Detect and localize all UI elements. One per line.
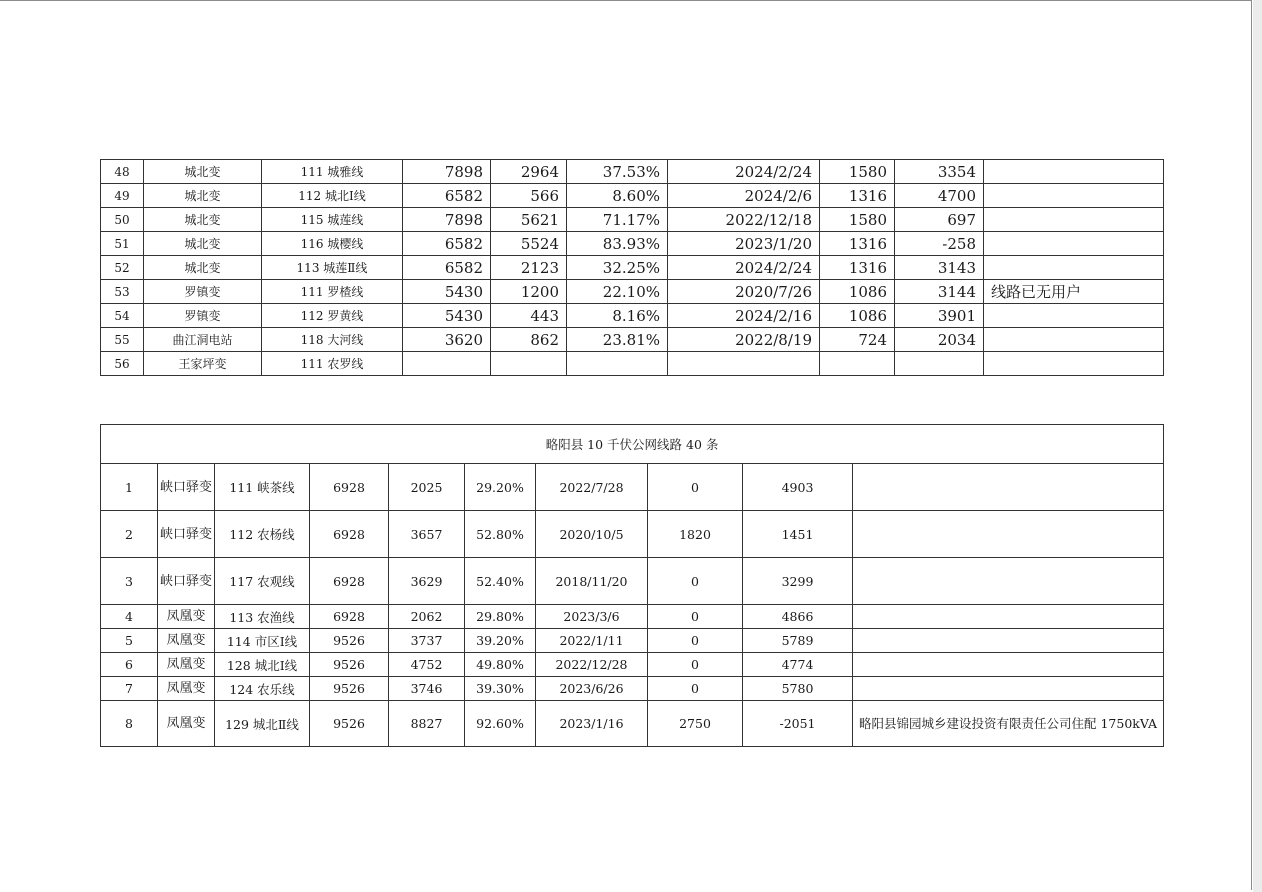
value-3-cell: 1086 [820,280,895,304]
peak-date-cell: 2023/6/26 [536,677,648,701]
substation-name-cell: 凤凰变 [158,605,215,629]
table-row [101,304,1164,328]
line-name-cell: 112 城北Ⅰ线 [262,184,403,208]
value-2-cell: 3746 [389,677,465,701]
row-number-cell: 56 [101,352,144,376]
table-row [101,605,1164,629]
peak-date-cell: 2023/1/20 [668,232,820,256]
value-4-cell: 3901 [895,304,984,328]
row-number-cell: 55 [101,328,144,352]
value-1-cell: 6928 [310,605,389,629]
value-2-cell: 3737 [389,629,465,653]
line-name-cell: 124 农乐线 [215,677,310,701]
table-row [101,256,1164,280]
remark-cell [853,605,1164,629]
value-2-cell: 566 [491,184,567,208]
value-4-cell: 1451 [743,511,853,558]
value-3-cell: 1580 [820,208,895,232]
load-rate-cell: 8.16% [567,304,668,328]
row-number-cell: 8 [101,701,158,747]
table-row [101,352,1164,376]
load-rate-cell: 71.17% [567,208,668,232]
substation-name-cell: 凤凰变 [158,677,215,701]
value-3-cell: 1316 [820,256,895,280]
value-4-cell: 4903 [743,464,853,511]
load-rate-cell: 49.80% [465,653,536,677]
line-name-cell: 112 农杨线 [215,511,310,558]
peak-date-cell: 2024/2/24 [668,160,820,184]
peak-date-cell: 2024/2/16 [668,304,820,328]
table-row [101,701,1164,747]
table-row [101,653,1164,677]
row-number-cell: 53 [101,280,144,304]
value-1-cell: 6582 [403,256,491,280]
value-4-cell: 3143 [895,256,984,280]
remark-cell [984,256,1164,280]
value-3-cell [820,352,895,376]
remark-cell [984,184,1164,208]
line-name-cell: 113 农渔线 [215,605,310,629]
value-2-cell: 3657 [389,511,465,558]
value-1-cell: 9526 [310,629,389,653]
remark-cell [853,558,1164,605]
value-1-cell: 6928 [310,558,389,605]
line-name-cell: 118 大河线 [262,328,403,352]
table-row [101,160,1164,184]
value-2-cell: 1200 [491,280,567,304]
line-name-cell: 129 城北Ⅱ线 [215,701,310,747]
value-4-cell: 2034 [895,328,984,352]
value-2-cell: 2062 [389,605,465,629]
value-1-cell: 6582 [403,184,491,208]
table-row [101,232,1164,256]
value-3-cell: 1820 [648,511,743,558]
table-row [101,328,1164,352]
value-4-cell [895,352,984,376]
value-4-cell: -2051 [743,701,853,747]
load-rate-cell: 52.40% [465,558,536,605]
value-3-cell: 2750 [648,701,743,747]
value-1-cell: 6928 [310,464,389,511]
value-2-cell: 4752 [389,653,465,677]
remark-cell [984,328,1164,352]
peak-date-cell: 2022/12/28 [536,653,648,677]
value-4-cell: 4866 [743,605,853,629]
value-1-cell: 5430 [403,280,491,304]
value-1-cell: 9526 [310,677,389,701]
remark-cell [853,464,1164,511]
remark-cell: 线路已无用户 [984,280,1164,304]
value-4-cell: 697 [895,208,984,232]
substation-name-cell: 凤凰变 [158,629,215,653]
peak-date-cell: 2024/2/6 [668,184,820,208]
line-name-cell: 111 罗楂线 [262,280,403,304]
load-rate-cell: 37.53% [567,160,668,184]
peak-date-cell: 2022/8/19 [668,328,820,352]
load-rate-cell: 22.10% [567,280,668,304]
row-number-cell: 54 [101,304,144,328]
value-3-cell: 1580 [820,160,895,184]
value-1-cell: 7898 [403,160,491,184]
remark-cell [853,511,1164,558]
value-4-cell: -258 [895,232,984,256]
peak-date-cell: 2022/1/11 [536,629,648,653]
load-rate-cell: 32.25% [567,256,668,280]
value-1-cell: 6928 [310,511,389,558]
load-rate-cell: 29.20% [465,464,536,511]
substation-name-cell: 峡口驿变 [158,511,215,558]
substation-name-cell: 凤凰变 [158,701,215,747]
peak-date-cell: 2022/7/28 [536,464,648,511]
substation-name-cell: 城北变 [144,232,262,256]
value-1-cell: 3620 [403,328,491,352]
row-number-cell: 2 [101,511,158,558]
peak-date-cell [668,352,820,376]
remark-cell [984,160,1164,184]
table-title: 略阳县 10 千伏公网线路 40 条 [101,425,1164,464]
value-2-cell: 5524 [491,232,567,256]
row-number-cell: 7 [101,677,158,701]
substation-name-cell: 罗镇变 [144,304,262,328]
value-1-cell: 5430 [403,304,491,328]
peak-date-cell: 2023/1/16 [536,701,648,747]
table-title-row [101,425,1164,464]
remark-cell [984,208,1164,232]
value-2-cell: 443 [491,304,567,328]
value-4-cell: 5780 [743,677,853,701]
table-row [101,184,1164,208]
value-2-cell: 8827 [389,701,465,747]
line-name-cell: 116 城樱线 [262,232,403,256]
value-3-cell: 0 [648,605,743,629]
line-name-cell: 114 市区Ⅰ线 [215,629,310,653]
peak-date-cell: 2022/12/18 [668,208,820,232]
table-row [101,511,1164,558]
value-4-cell: 4700 [895,184,984,208]
value-3-cell: 0 [648,653,743,677]
value-4-cell: 4774 [743,653,853,677]
line-name-cell: 128 城北Ⅰ线 [215,653,310,677]
peak-date-cell: 2020/7/26 [668,280,820,304]
line-name-cell: 111 农罗线 [262,352,403,376]
value-2-cell: 5621 [491,208,567,232]
substation-name-cell: 城北变 [144,160,262,184]
value-4-cell: 3299 [743,558,853,605]
remark-cell [984,232,1164,256]
load-rate-cell: 52.80% [465,511,536,558]
value-3-cell: 0 [648,677,743,701]
table-row [101,677,1164,701]
table-row [101,208,1164,232]
substation-name-cell: 峡口驿变 [158,558,215,605]
row-number-cell: 48 [101,160,144,184]
line-name-cell: 115 城莲线 [262,208,403,232]
load-rate-cell [567,352,668,376]
value-3-cell: 1086 [820,304,895,328]
line-name-cell: 111 峡茶线 [215,464,310,511]
value-2-cell: 862 [491,328,567,352]
value-2-cell: 2123 [491,256,567,280]
load-rate-cell: 92.60% [465,701,536,747]
load-rate-cell: 83.93% [567,232,668,256]
substation-name-cell: 城北变 [144,256,262,280]
remark-cell [984,352,1164,376]
page-edge [1253,0,1262,892]
value-3-cell: 0 [648,464,743,511]
substation-name-cell: 罗镇变 [144,280,262,304]
remark-cell [853,653,1164,677]
load-rate-cell: 8.60% [567,184,668,208]
peak-date-cell: 2023/3/6 [536,605,648,629]
peak-date-cell: 2018/11/20 [536,558,648,605]
remark-cell [853,629,1164,653]
remark-cell [853,677,1164,701]
value-4-cell: 3354 [895,160,984,184]
value-1-cell [403,352,491,376]
table-row [101,464,1164,511]
substation-name-cell: 城北变 [144,184,262,208]
substation-name-cell: 曲江洞电站 [144,328,262,352]
value-3-cell: 0 [648,558,743,605]
row-number-cell: 3 [101,558,158,605]
row-number-cell: 5 [101,629,158,653]
value-1-cell: 6582 [403,232,491,256]
line-name-cell: 117 农观线 [215,558,310,605]
value-1-cell: 9526 [310,701,389,747]
peak-date-cell: 2024/2/24 [668,256,820,280]
value-2-cell: 2964 [491,160,567,184]
line-load-table-continued [100,159,1164,376]
row-number-cell: 51 [101,232,144,256]
load-rate-cell: 39.20% [465,629,536,653]
load-rate-cell: 23.81% [567,328,668,352]
row-number-cell: 49 [101,184,144,208]
substation-name-cell: 峡口驿变 [158,464,215,511]
line-name-cell: 113 城莲Ⅱ线 [262,256,403,280]
load-rate-cell: 29.80% [465,605,536,629]
table-row [101,629,1164,653]
value-3-cell: 1316 [820,184,895,208]
row-number-cell: 52 [101,256,144,280]
table-row [101,558,1164,605]
value-3-cell: 724 [820,328,895,352]
value-1-cell: 9526 [310,653,389,677]
value-3-cell: 0 [648,629,743,653]
value-4-cell: 5789 [743,629,853,653]
substation-name-cell: 王家坪变 [144,352,262,376]
remark-cell: 略阳县锦园城乡建设投资有限责任公司住配 1750kVA [853,701,1164,747]
row-number-cell: 50 [101,208,144,232]
peak-date-cell: 2020/10/5 [536,511,648,558]
table-row [101,280,1164,304]
value-2-cell: 2025 [389,464,465,511]
substation-name-cell: 城北变 [144,208,262,232]
value-2-cell: 3629 [389,558,465,605]
value-3-cell: 1316 [820,232,895,256]
row-number-cell: 6 [101,653,158,677]
value-4-cell: 3144 [895,280,984,304]
line-name-cell: 112 罗黄线 [262,304,403,328]
load-rate-cell: 39.30% [465,677,536,701]
remark-cell [984,304,1164,328]
value-2-cell [491,352,567,376]
row-number-cell: 4 [101,605,158,629]
substation-name-cell: 凤凰变 [158,653,215,677]
lueyang-public-line-table [100,424,1164,747]
line-name-cell: 111 城雅线 [262,160,403,184]
value-1-cell: 7898 [403,208,491,232]
row-number-cell: 1 [101,464,158,511]
